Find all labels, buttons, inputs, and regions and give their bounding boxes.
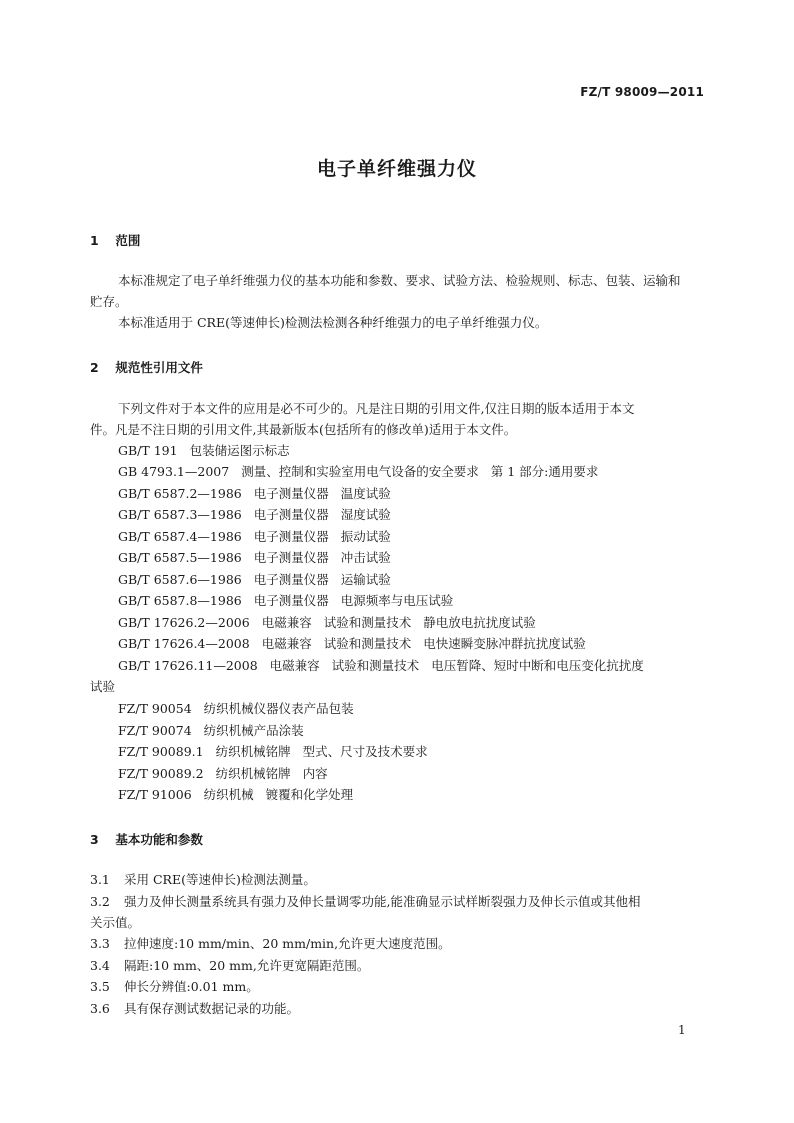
reference-title: 内容 xyxy=(302,766,328,781)
reference-item xyxy=(118,698,354,719)
reference-title: 纺织机械仪器仪表产品包装 xyxy=(203,701,354,716)
reference-title: 电磁兼容 xyxy=(261,615,312,630)
reference-title: 振动试验 xyxy=(340,529,391,544)
reference-code: FZ/T 90089.2 xyxy=(118,766,204,781)
reference-title: 第 1 部分:通用要求 xyxy=(490,464,599,479)
reference-code: FZ/T 90089.1 xyxy=(118,744,204,759)
clause-number: 3.1 xyxy=(90,872,110,887)
reference-title: 电子测量仪器 xyxy=(253,507,329,522)
reference-title: 温度试验 xyxy=(340,486,391,501)
section-number: 3 xyxy=(90,832,99,847)
reference-item xyxy=(118,763,328,784)
clause-3-3 xyxy=(90,933,451,954)
reference-code: GB/T 6587.2—1986 xyxy=(118,486,242,501)
reference-title: 运输试验 xyxy=(340,572,391,587)
section-1-heading xyxy=(90,231,140,249)
section-title: 范围 xyxy=(115,233,141,248)
clause-text: 关示值。 xyxy=(90,915,141,930)
section-3-heading xyxy=(90,830,203,848)
reference-title: 电子测量仪器 xyxy=(253,529,329,544)
reference-item xyxy=(118,633,586,654)
reference-title: 电子测量仪器 xyxy=(253,486,329,501)
clause-text: 强力及伸长测量系统具有强力及伸长量调零功能,能准确显示试样断裂强力及伸长示值或其他相 xyxy=(124,894,641,909)
page-title: 电子单纤维强力仪 xyxy=(316,158,477,180)
reference-item xyxy=(118,655,644,676)
clause-3-2-continuation xyxy=(90,912,140,933)
clause-number: 3.6 xyxy=(90,1001,110,1016)
reference-title: 电子测量仪器 xyxy=(253,572,329,587)
reference-item xyxy=(118,526,391,547)
clause-3-2 xyxy=(90,891,640,912)
references-intro-line-1: 下列文件对于本文件的应用是必不可少的。凡是注日期的引用文件,仅注日期的版本适用于本文 xyxy=(118,401,635,416)
reference-title: 纺织机械铭牌 xyxy=(215,744,291,759)
reference-code: GB/T 6587.5—1986 xyxy=(118,550,242,565)
clause-text: 伸长分辨值:0.01 mm。 xyxy=(124,979,259,994)
scope-paragraph-2: 本标准适用于 CRE(等速伸长)检测法检测各种纤维强力的电子单纤维强力仪。 xyxy=(118,315,548,330)
clause-text: 拉伸速度:10 mm/min、20 mm/min,允许更大速度范围。 xyxy=(124,936,451,951)
reference-code: GB/T 6587.3—1986 xyxy=(118,507,242,522)
page-number: 1 xyxy=(678,1023,686,1037)
reference-code: FZ/T 91006 xyxy=(118,787,192,802)
reference-item xyxy=(118,741,428,762)
reference-item xyxy=(118,720,304,741)
references-intro-line-2: 件。凡是不注日期的引用文件,其最新版本(包括所有的修改单)适用于本文件。 xyxy=(90,422,517,437)
reference-title: 试验和测量技术 xyxy=(331,658,420,673)
clause-3-5 xyxy=(90,976,259,997)
section-title: 规范性引用文件 xyxy=(115,360,203,375)
reference-title: 冲击试验 xyxy=(340,550,391,565)
clause-number: 3.5 xyxy=(90,979,110,994)
reference-item xyxy=(118,483,391,504)
reference-title: 电磁兼容 xyxy=(269,658,320,673)
reference-title: 电磁兼容 xyxy=(261,636,312,651)
reference-item xyxy=(118,569,391,590)
reference-code: GB/T 17626.11—2008 xyxy=(118,658,258,673)
reference-title: 电子测量仪器 xyxy=(253,593,329,608)
reference-code: GB 4793.1—2007 xyxy=(118,464,230,479)
clause-3-1 xyxy=(90,869,316,890)
reference-code: GB/T 6587.6—1986 xyxy=(118,572,242,587)
reference-code: GB/T 17626.4—2008 xyxy=(118,636,250,651)
reference-title: 试验和测量技术 xyxy=(323,615,412,630)
scope-paragraph-line-2: 贮存。 xyxy=(90,294,128,309)
clause-3-4 xyxy=(90,955,369,976)
reference-title: 镀覆和化学处理 xyxy=(265,787,354,802)
reference-item-continuation: 试验 xyxy=(90,679,116,694)
reference-title: 纺织机械产品涂装 xyxy=(203,723,304,738)
reference-title: 湿度试验 xyxy=(340,507,391,522)
reference-title: 静电放电抗扰度试验 xyxy=(423,615,536,630)
reference-title: 电压暂降、短时中断和电压变化抗扰度 xyxy=(431,658,644,673)
clause-text: 隔距:10 mm、20 mm,允许更宽隔距范围。 xyxy=(124,958,370,973)
section-number: 2 xyxy=(90,360,99,375)
reference-item xyxy=(118,612,536,633)
document-code: FZ/T 98009—2011 xyxy=(580,85,704,99)
reference-item xyxy=(118,547,391,568)
section-number: 1 xyxy=(90,233,99,248)
reference-title: 测量、控制和实验室用电气设备的安全要求 xyxy=(241,464,479,479)
reference-item xyxy=(118,440,290,461)
reference-code: GB/T 17626.2—2006 xyxy=(118,615,250,630)
reference-title: 电快速瞬变脉冲群抗扰度试验 xyxy=(423,636,586,651)
reference-code: GB/T 6587.8—1986 xyxy=(118,593,242,608)
reference-title: 电子测量仪器 xyxy=(253,550,329,565)
reference-item xyxy=(118,461,598,482)
reference-title: 电源频率与电压试验 xyxy=(340,593,454,608)
reference-title: 纺织机械铭牌 xyxy=(215,766,291,781)
reference-item xyxy=(118,590,453,611)
reference-title: 型式、尺寸及技术要求 xyxy=(302,744,428,759)
reference-code: FZ/T 90054 xyxy=(118,701,192,716)
reference-title: 包装储运图示标志 xyxy=(189,443,290,458)
reference-code: GB/T 191 xyxy=(118,443,178,458)
clause-3-6 xyxy=(90,998,299,1019)
clause-number: 3.2 xyxy=(90,894,110,909)
clause-text: 采用 CRE(等速伸长)检测法测量。 xyxy=(124,872,316,887)
reference-title: 纺织机械 xyxy=(203,787,254,802)
clause-number: 3.4 xyxy=(90,958,110,973)
section-title: 基本功能和参数 xyxy=(115,832,203,847)
reference-item xyxy=(118,504,391,525)
clause-number: 3.3 xyxy=(90,936,110,951)
reference-title: 试验和测量技术 xyxy=(323,636,412,651)
reference-code: GB/T 6587.4—1986 xyxy=(118,529,242,544)
section-2-heading xyxy=(90,358,203,376)
scope-paragraph-line-1: 本标准规定了电子单纤维强力仪的基本功能和参数、要求、试验方法、检验规则、标志、包装、运输和 xyxy=(118,273,681,288)
reference-code: FZ/T 90074 xyxy=(118,723,192,738)
clause-text: 具有保存测试数据记录的功能。 xyxy=(124,1001,300,1016)
reference-item xyxy=(118,784,353,805)
